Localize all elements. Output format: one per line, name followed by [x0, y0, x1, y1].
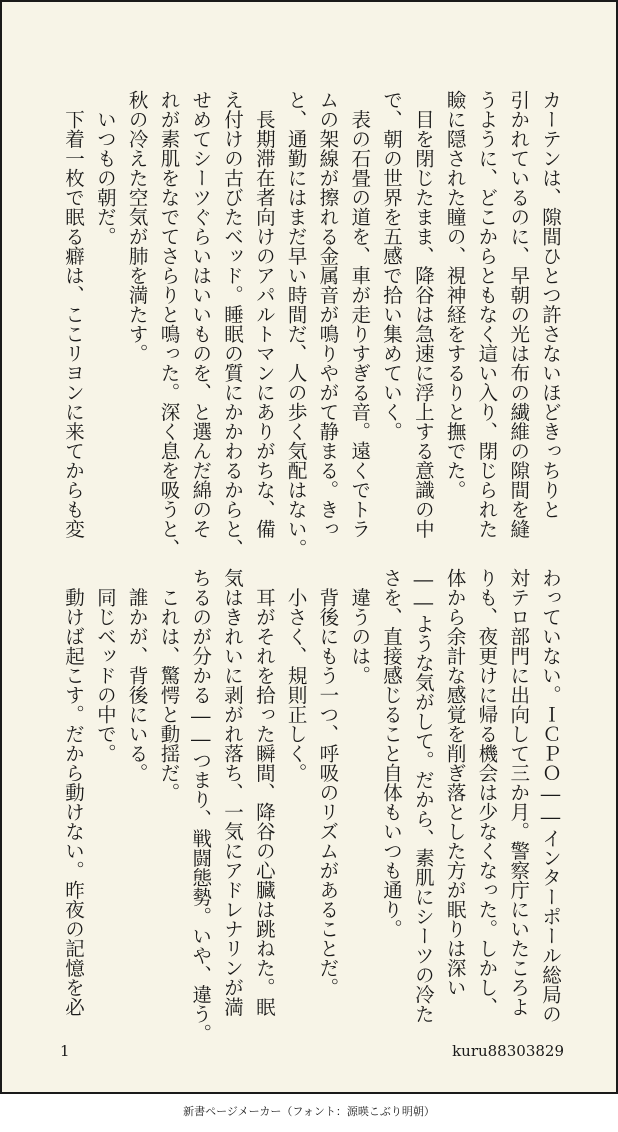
text-line: 耳がそれを拾った瞬間、降谷の心臓は跳ねた。眠	[252, 568, 276, 1017]
page-number: 1	[60, 1042, 70, 1060]
text-line: これは、驚愕と動揺だ。	[157, 568, 181, 802]
text-line: 下着一枚で眠る癖は、ここリヨンに来てからも変	[62, 90, 86, 539]
text-line: ちるのが分かる――つまり、戦闘態勢。いや、違う。	[189, 568, 213, 1043]
text-line: え付けの古びたベッド。睡眠の質にかかわるからと、	[221, 90, 245, 558]
lower-text-block	[62, 568, 566, 1043]
text-line: りも、夜更けに帰る機会は少なくなった。しかし、	[475, 568, 499, 1017]
upper-text-block	[62, 90, 566, 558]
text-line: うように、どこからともなく這い入り、閉じられた	[475, 90, 499, 539]
text-line: れが素肌をなでてさらりと鳴った。深く息を吸うと、	[157, 90, 181, 558]
text-line: 気はきれいに剥がれ落ち、一気にアドレナリンが満	[221, 568, 245, 1017]
text-line: 誰かが、背後にいる。	[125, 568, 149, 783]
text-line: 目を閉じたまま、降谷は急速に浮上する意識の中	[411, 90, 435, 539]
text-line: ムの架線が擦れる金属音が鳴りやがて静まる。きっ	[316, 90, 340, 539]
text-line: わっていない。ＩＣＰＯ――インターポール総局の	[539, 568, 562, 1024]
text-line: さを、直接感じること自体もいつも通り。	[380, 568, 404, 939]
text-line: 長期滞在者向けのアパルトマンにありがちな、備	[252, 90, 276, 539]
text-line: ――ような気がして。だから、素肌にシーツの冷た	[411, 568, 435, 1024]
text-line: 小さく、規則正しく。	[284, 568, 308, 783]
text-line: カーテンは、隙間ひとつ許さないほどきっちりと	[539, 90, 562, 519]
text-line: 表の石畳の道を、車が走りすぎる音。遠くでトラ	[348, 90, 372, 539]
text-line: 秋の冷えた空気が肺を満たす。	[125, 90, 149, 363]
footer-caption: 新書ページメーカー（フォント：源暎こぶり明朝）	[183, 1105, 435, 1118]
text-line: 瞼に隠された瞳の、視神経をするりと撫でた。	[443, 90, 467, 500]
text-line: と、通勤にはまだ早い時間だ、人の歩く気配はない。	[284, 90, 308, 558]
author-id: kuru88303829	[452, 1042, 564, 1060]
text-line: 背後にもう一つ、呼吸のリズムがあることだ。	[316, 568, 340, 997]
text-line: せめてシーツぐらいはいいものを、と選んだ綿のそ	[189, 90, 213, 539]
text-line: 対テロ部門に出向して三か月。警察庁にいたころよ	[507, 568, 531, 1017]
text-line: 体から余計な感覚を削ぎ落とした方が眠りは深い	[443, 568, 467, 997]
text-line: 違うのは。	[348, 568, 372, 685]
text-line: で、朝の世界を五感で拾い集めていく。	[380, 90, 404, 441]
text-line: 動けば起こす。だから動けない。昨夜の記憶を必	[62, 568, 86, 1017]
text-line: 同じベッドの中で。	[93, 568, 117, 763]
text-line: 引かれているのに、早朝の光は布の繊維の隙間を縫	[507, 90, 531, 539]
text-line: いつもの朝だ。	[93, 90, 117, 246]
